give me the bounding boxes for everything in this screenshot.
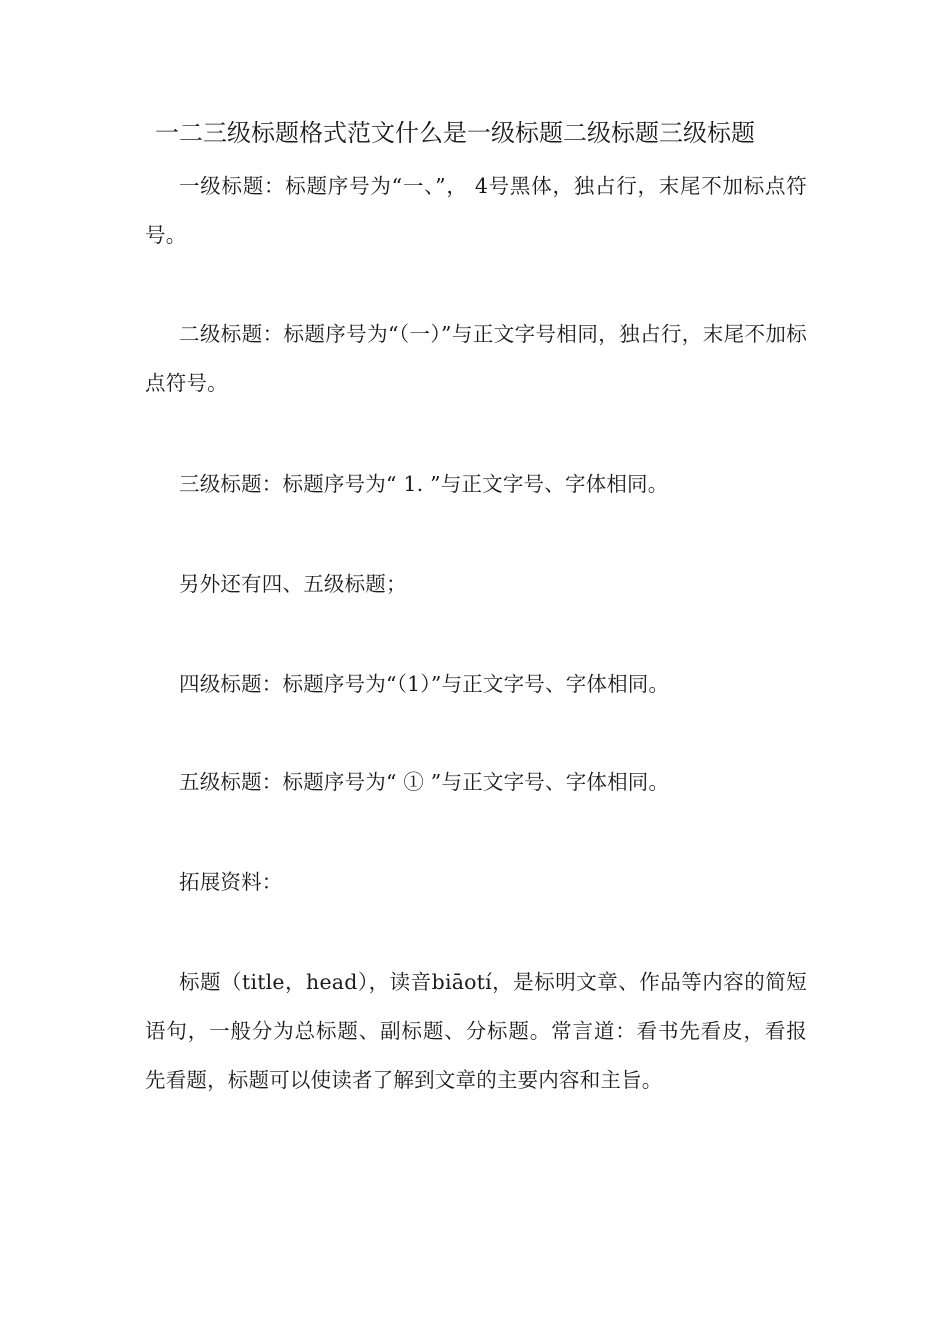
paragraph-level-3-heading: 三级标题：标题序号为“ 1. ”与正文字号、字体相同。: [179, 472, 669, 496]
paragraph-other-levels: 另外还有四、五级标题；: [179, 572, 407, 596]
paragraph-title-definition: 标题（title，head），读音biāotí，是标明文章、作品等内容的简短语句，一般分为总标题、副标题、分标题。常言道：看书先看皮，看报先看题，标题可以使读者了解到文章的主要内容和主旨。: [145, 970, 807, 1092]
paragraph-level-2-heading: 二级标题：标题序号为“（一）”与正文字号相同，独占行，末尾不加标点符号。: [145, 322, 807, 395]
document-title: 一二三级标题格式范文什么是一级标题二级标题三级标题: [155, 119, 755, 147]
paragraph-extended-material-label: 拓展资料：: [179, 870, 283, 894]
paragraph-level-4-heading: 四级标题：标题序号为“（1）”与正文字号、字体相同。: [179, 672, 670, 696]
paragraph-level-5-heading: 五级标题：标题序号为“ ① ”与正文字号、字体相同。: [179, 770, 670, 794]
paragraph-level-1-heading: 一级标题：标题序号为“一、”， 4号黑体，独占行，末尾不加标点符号。: [145, 174, 807, 247]
